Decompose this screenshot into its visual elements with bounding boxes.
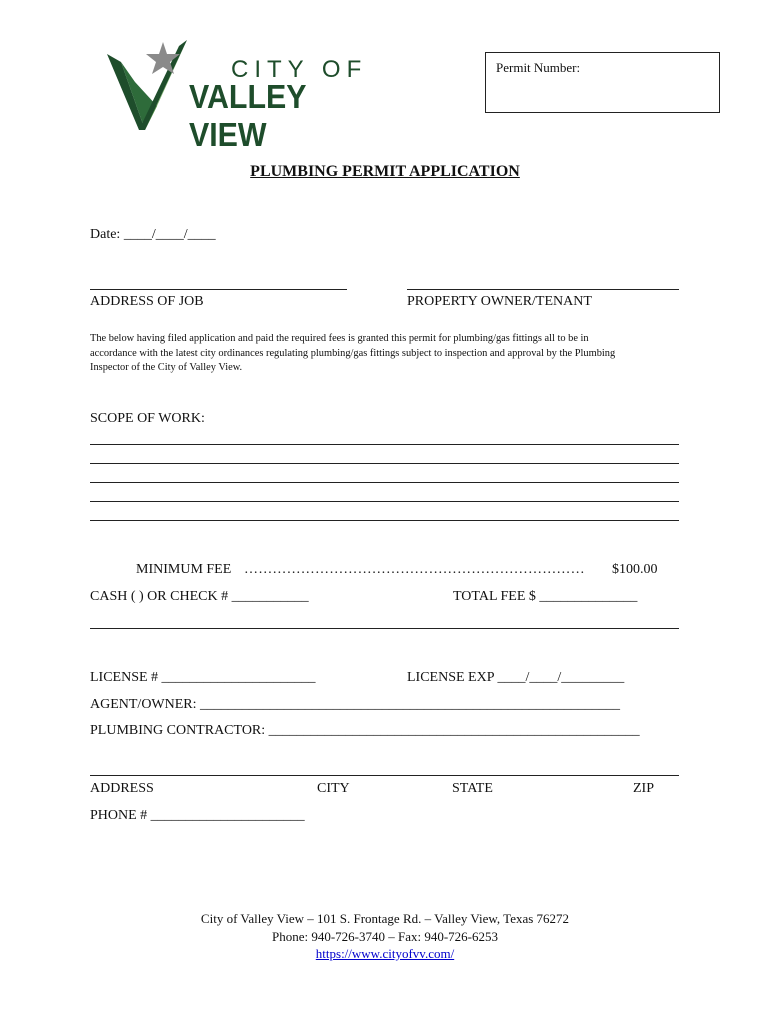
plumbing-contractor-field[interactable]: PLUMBING CONTRACTOR: _____________________________________________________ (90, 723, 640, 738)
city-logo (105, 36, 395, 153)
disclaimer-line: accordance with the latest city ordinances regulating plumbing/gas fittings subject to inspection and approval by the Plumbing (90, 347, 616, 359)
address-of-job-line[interactable] (90, 289, 347, 290)
address-of-job-label: ADDRESS OF JOB (90, 294, 204, 309)
disclaimer-line: The below having filed application and paid the required fees is granted this permit for plumbing/gas fittings all to be in (90, 333, 589, 344)
scope-line[interactable] (90, 482, 679, 483)
fee-divider-line (90, 628, 679, 629)
property-owner-line[interactable] (407, 289, 679, 290)
zip-label: ZIP (633, 781, 654, 796)
footer-phone: Phone: 940-726-3740 – Fax: 940-726-6253 (271, 929, 499, 944)
footer-address: City of Valley View – 101 S. Frontage Rd. – Valley View, Texas 76272 (200, 911, 570, 926)
scope-line[interactable] (90, 463, 679, 464)
agent-owner-field[interactable]: AGENT/OWNER: ____________________________________________________________ (90, 697, 621, 712)
state-label: STATE (452, 781, 493, 796)
logo-city-of-text: CITY OF (231, 56, 368, 83)
address-line[interactable] (90, 775, 679, 776)
scope-line[interactable] (90, 501, 679, 502)
page-title: PLUMBING PERMIT APPLICATION (250, 163, 520, 180)
disclaimer-paragraph (90, 332, 680, 376)
cash-check-field[interactable]: CASH ( ) OR CHECK # ___________ (90, 589, 309, 604)
phone-field[interactable]: PHONE # ______________________ (90, 808, 305, 823)
logo-valley-view-text: VALLEY VIEW (189, 78, 306, 153)
scope-line[interactable] (90, 520, 679, 521)
scope-line[interactable] (90, 444, 679, 445)
property-owner-label: PROPERTY OWNER/TENANT (407, 294, 592, 309)
city-label: CITY (317, 781, 350, 796)
minimum-fee-value: $100.00 (612, 562, 658, 577)
website-link[interactable]: https://www.cityofvv.com/ (315, 946, 455, 961)
disclaimer-line: Inspector of the City of Valley View. (90, 362, 243, 373)
minimum-fee-label: MINIMUM FEE (136, 562, 232, 577)
license-number-field[interactable]: LICENSE # ______________________ (90, 670, 316, 685)
scope-of-work-label: SCOPE OF WORK: (90, 411, 205, 426)
minimum-fee-dots: ……………………………………………………………… (244, 562, 585, 577)
permit-number-label: Permit Number: (496, 60, 581, 75)
valley-view-v-star-icon (105, 36, 195, 136)
address-label: ADDRESS (90, 781, 154, 796)
permit-number-box[interactable] (485, 52, 720, 113)
footer-website (0, 946, 770, 962)
license-exp-field[interactable]: LICENSE EXP ____/____/_________ (407, 670, 625, 685)
date-field[interactable]: Date: ____/____/____ (90, 227, 216, 242)
total-fee-field[interactable]: TOTAL FEE $ ______________ (453, 589, 638, 604)
